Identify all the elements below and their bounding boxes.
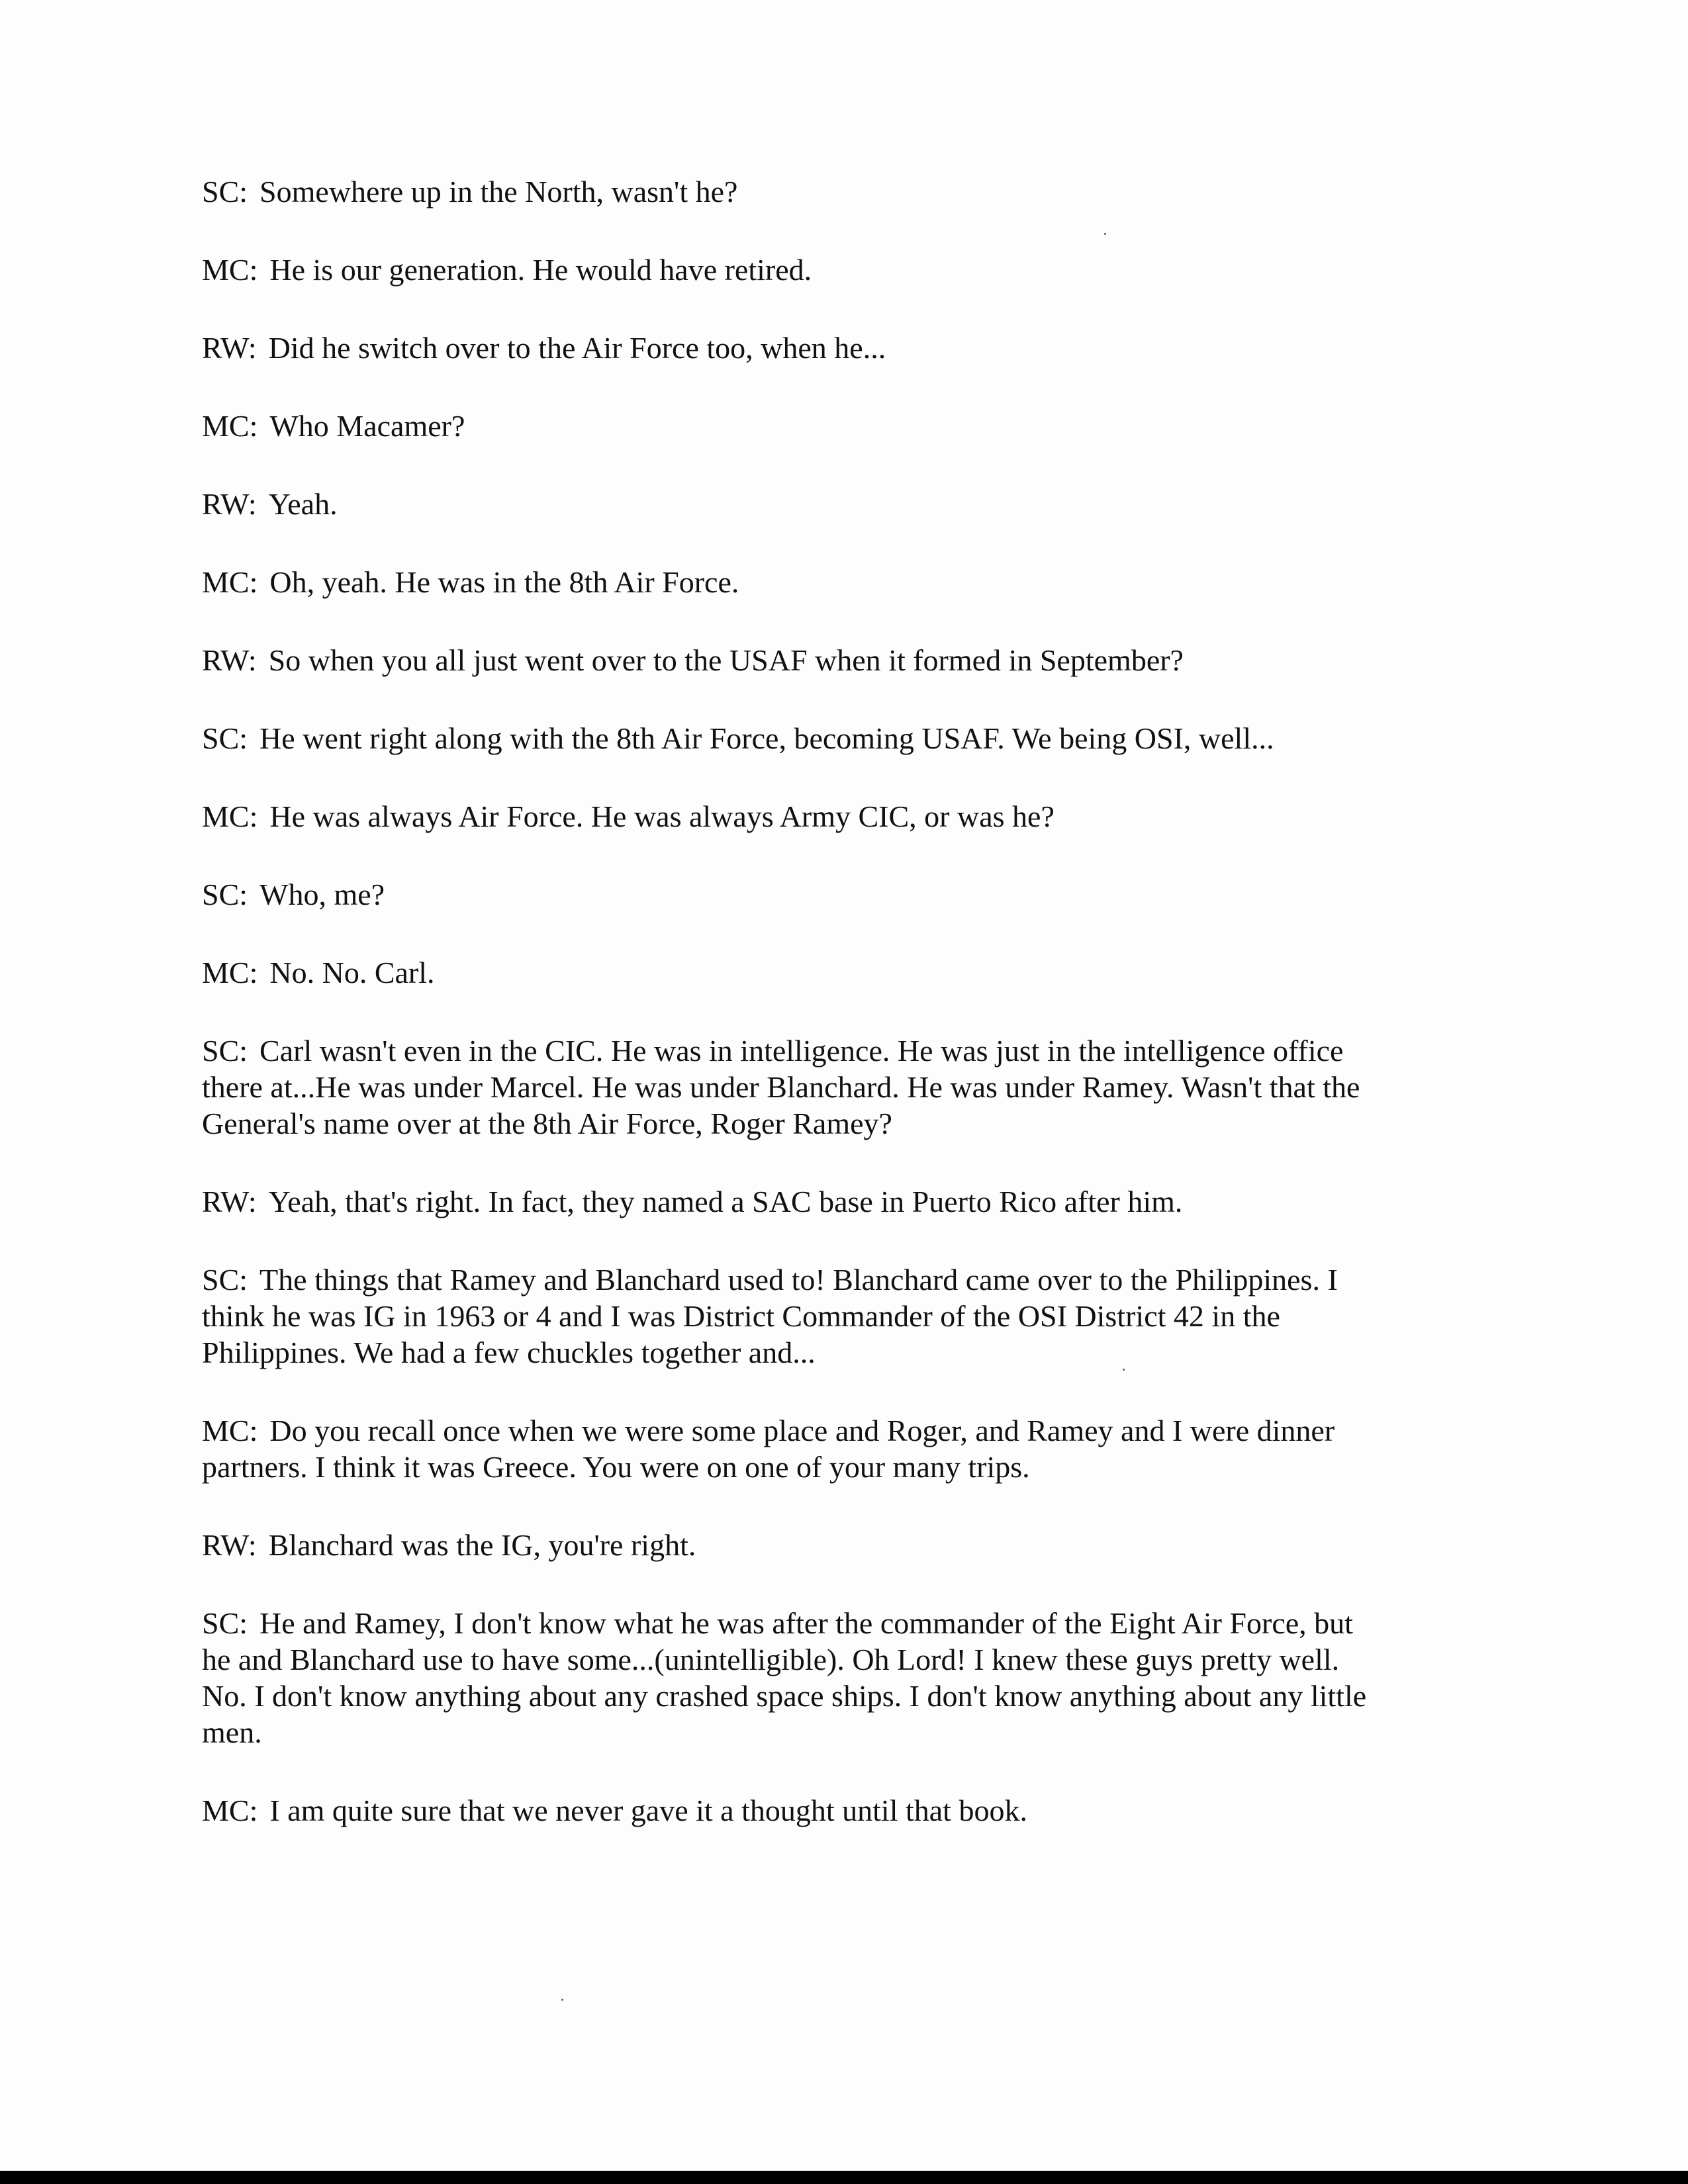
transcript-turn [202,1792,1519,1829]
transcript-line [202,408,1519,444]
speaker-label: SC: [202,1263,248,1297]
transcript-turn [202,330,1519,366]
transcript-turn [202,1032,1519,1142]
transcript-line [202,1792,1519,1829]
speaker-label: SC: [202,1034,248,1068]
transcript-line [202,1334,1519,1371]
utterance-text: I am quite sure that we never gave it a thought until that book. [269,1794,1027,1827]
speaker-label: MC: [202,409,258,443]
speaker-label: MC: [202,1414,258,1447]
utterance-text: Do you recall once when we were some place and Roger, and Ramey and I were dinner [269,1414,1335,1447]
transcript-line [202,876,1519,913]
transcript-line [202,1105,1519,1142]
scan-speck [1123,1369,1125,1371]
speaker-label: MC: [202,253,258,287]
speaker-label: MC: [202,956,258,989]
transcript-turn [202,876,1519,913]
transcript-line [202,1298,1519,1334]
transcript-line [202,1714,1519,1751]
utterance-text: He was always Air Force. He was always Army CIC, or was he? [269,799,1055,833]
transcript-line [202,1183,1519,1220]
utterance-text: Blanchard was the IG, you're right. [268,1528,696,1562]
transcript-turn [202,1605,1519,1751]
transcript-turn [202,1412,1519,1485]
utterance-text: he and Blanchard use to have some...(unintelligible). Oh Lord! I knew these guys pretty well. [202,1643,1340,1676]
transcript-line [202,173,1519,210]
utterance-text: Did he switch over to the Air Force too, when he... [268,331,886,365]
transcript-line [202,1069,1519,1105]
speaker-label: SC: [202,878,248,911]
transcript-turn [202,1183,1519,1220]
utterance-text: Who Macamer? [269,409,465,443]
utterance-text: think he was IG in 1963 or 4 and I was District Commander of the OSI District 42 in the [202,1299,1280,1333]
utterance-text: Yeah, that's right. In fact, they named a SAC base in Puerto Rico after him. [268,1185,1183,1218]
transcript-line [202,798,1519,835]
transcript-turn [202,720,1519,756]
utterance-text: Philippines. We had a few chuckles together and... [202,1336,816,1369]
transcript-line [202,251,1519,288]
transcript-turn [202,408,1519,444]
transcript-line [202,1605,1519,1641]
speaker-label: MC: [202,565,258,599]
utterance-text: So when you all just went over to the USAF when it formed in September? [268,643,1184,677]
transcript-turn [202,1527,1519,1563]
transcript-line [202,330,1519,366]
utterance-text: He went right along with the 8th Air Force, becoming USAF. We being OSI, well... [259,721,1274,755]
utterance-text: Somewhere up in the North, wasn't he? [259,175,738,208]
transcript-line [202,1032,1519,1069]
transcript-line [202,1261,1519,1298]
transcript-line [202,1412,1519,1449]
utterance-text: Who, me? [259,878,385,911]
utterance-text: The things that Ramey and Blanchard used to! Blanchard came over to the Philippines. I [259,1263,1338,1297]
utterance-text: partners. I think it was Greece. You were on one of your many trips. [202,1450,1030,1484]
transcript-line [202,954,1519,991]
speaker-label: RW: [202,331,257,365]
transcript-line [202,564,1519,600]
utterance-text: He and Ramey, I don't know what he was after the commander of the Eight Air Force, but [259,1606,1353,1640]
utterance-text: Carl wasn't even in the CIC. He was in intelligence. He was just in the intelligence office [259,1034,1344,1068]
transcript-turn [202,251,1519,288]
transcript-turn [202,173,1519,210]
scan-speck [1104,233,1106,235]
transcript-turn [202,486,1519,522]
utterance-text: Oh, yeah. He was in the 8th Air Force. [269,565,739,599]
speaker-label: RW: [202,643,257,677]
transcript-body [202,173,1519,1870]
transcript-line [202,1641,1519,1678]
scan-bottom-edge [0,2171,1688,2184]
speaker-label: SC: [202,1606,248,1640]
utterance-text: Yeah. [268,487,338,521]
transcript-line [202,1449,1519,1485]
utterance-text: men. [202,1715,262,1749]
utterance-text: No. No. Carl. [269,956,435,989]
transcript-turn [202,798,1519,835]
transcript-line [202,1527,1519,1563]
speaker-label: SC: [202,175,248,208]
utterance-text: No. I don't know anything about any crashed space ships. I don't know anything about any little [202,1679,1367,1713]
utterance-text: there at...He was under Marcel. He was under Blanchard. He was under Ramey. Wasn't that the [202,1070,1360,1104]
speaker-label: SC: [202,721,248,755]
utterance-text: General's name over at the 8th Air Force, Roger Ramey? [202,1107,892,1140]
speaker-label: MC: [202,799,258,833]
speaker-label: MC: [202,1794,258,1827]
transcript-line [202,642,1519,678]
speaker-label: RW: [202,1185,257,1218]
transcript-line [202,720,1519,756]
transcript-turn [202,954,1519,991]
speaker-label: RW: [202,487,257,521]
utterance-text: He is our generation. He would have retired. [269,253,812,287]
transcript-turn [202,642,1519,678]
speaker-label: RW: [202,1528,257,1562]
transcript-line [202,486,1519,522]
transcript-line [202,1678,1519,1714]
scan-speck [561,1999,563,2001]
transcript-turn [202,564,1519,600]
transcript-turn [202,1261,1519,1371]
